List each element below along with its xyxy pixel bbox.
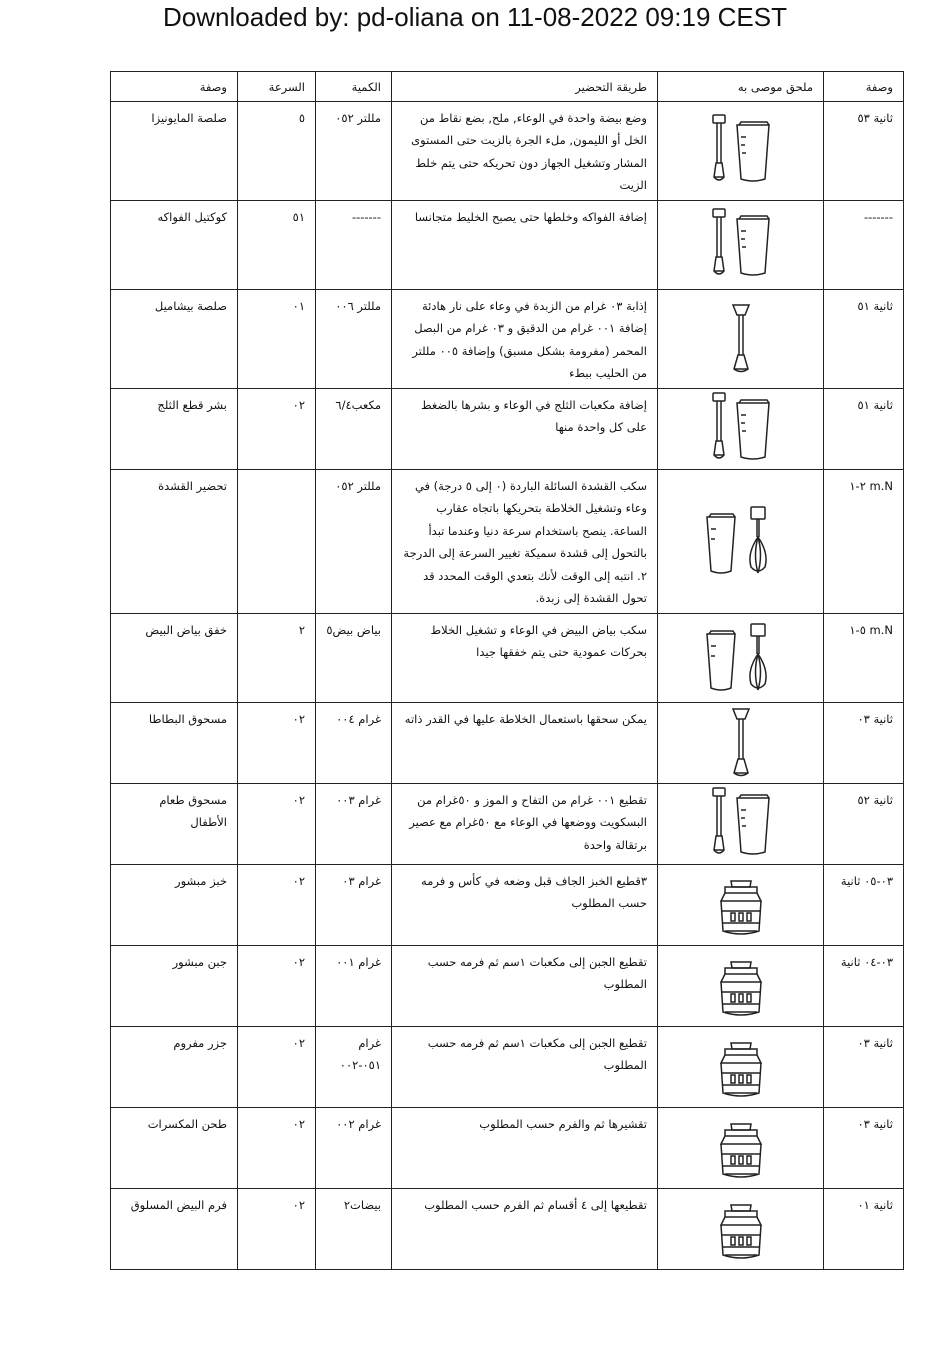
blender-beaker-icon: [660, 113, 821, 189]
cell-time: ثانية ٠١: [824, 1188, 904, 1269]
cell-time: m.N ٥-١: [824, 613, 904, 702]
cell-quantity: بياض بيض٥: [316, 613, 392, 702]
cell-quantity: غرام ٠٠٣: [316, 783, 392, 864]
recipe-table: [110, 71, 904, 1270]
whisk-beaker-icon: [660, 503, 821, 579]
header-quantity: الكمية: [316, 72, 392, 102]
cell-quantity: غرام ٠٠٤: [316, 702, 392, 783]
chopper-bowl-icon: [660, 948, 821, 1024]
cell-time: ثانية ٠٣: [824, 702, 904, 783]
cell-quantity: مللتر ٠٥٢: [316, 469, 392, 613]
cell-time: -------: [824, 200, 904, 289]
cell-recipe: مسحوق طعام الأطفال: [111, 783, 238, 864]
cell-speed: ٠٢: [238, 1107, 316, 1188]
cell-method: إضافة الفواكه وخلطها حتى يصبح الخليط متجانسا: [392, 200, 658, 289]
cell-speed: ٠٢: [238, 1026, 316, 1107]
cell-method: ٣قطيع الخبز الجاف قبل وضعه في كأس و فرمه حسب المطلوب: [392, 864, 658, 945]
cell-speed: ٠٢: [238, 1188, 316, 1269]
cell-speed: ٠٢: [238, 702, 316, 783]
chopper-bowl-icon: [660, 1191, 821, 1267]
cell-quantity: غرام ٠٣: [316, 864, 392, 945]
cell-time: ثانية ٥١: [824, 388, 904, 469]
cell-accessory: [658, 702, 824, 783]
cell-time: m.N ٢-١: [824, 469, 904, 613]
cell-recipe: جبن مبشور: [111, 945, 238, 1026]
cell-method: تقطيع الجبن إلى مكعبات ١سم ثم فرمه حسب المطلوب: [392, 945, 658, 1026]
cell-quantity: غرام ٠٥١-٠٠٢: [316, 1026, 392, 1107]
cell-accessory: [658, 1026, 824, 1107]
cell-accessory: [658, 388, 824, 469]
blender-wand-icon: [660, 705, 821, 781]
cell-accessory: [658, 864, 824, 945]
cell-accessory: [658, 289, 824, 388]
header-speed: السرعة: [238, 72, 316, 102]
blender-beaker-icon: [660, 786, 821, 862]
cell-method: تقطيع الجبن إلى مكعبات ١سم ثم فرمه حسب المطلوب: [392, 1026, 658, 1107]
cell-speed: ٢: [238, 613, 316, 702]
header-accessory: ملحق موصى به: [658, 72, 824, 102]
cell-method: يمكن سحقها باستعمال الخلاطة عليها في القدر ذاته: [392, 702, 658, 783]
cell-method: إذابة ٠٣ غرام من الزبدة في وعاء على نار هادئة إضافة ٠٠١ غرام من الدقيق و ٠٣ غرام من البصل المحمر (مفرومة بشكل مسبق) وإضافة ٠٠٥ مللتر من الحليب ببطء: [392, 289, 658, 388]
cell-method: وضع بيضة واحدة في الوعاء, ملح, بضع نقاط من الخل أو الليمون, ملء الجرة بالزيت حتى المستوى المشار وتشغيل الجهاز دون تحريكه حتى يتم خلط الزيت: [392, 101, 658, 200]
cell-recipe: كوكتيل الفواكه: [111, 200, 238, 289]
cell-recipe: صلصة المايونيزا: [111, 101, 238, 200]
cell-accessory: [658, 945, 824, 1026]
table-row: [111, 388, 904, 469]
cell-method: تقشيرها ثم والفرم حسب المطلوب: [392, 1107, 658, 1188]
table-row: [111, 1188, 904, 1269]
cell-recipe: بشر قطع الثلج: [111, 388, 238, 469]
cell-quantity: مللتر ٠٥٢: [316, 101, 392, 200]
header-time: وصفة: [824, 72, 904, 102]
cell-speed: [238, 469, 316, 613]
table-row: [111, 613, 904, 702]
cell-accessory: [658, 783, 824, 864]
table-row: [111, 864, 904, 945]
download-watermark-header: Downloaded by: pd-oliana on 11-08-2022 09:19 CEST: [163, 2, 787, 32]
table-row: [111, 469, 904, 613]
blender-beaker-icon: [660, 207, 821, 283]
cell-speed: ٥١: [238, 200, 316, 289]
cell-speed: ٠٢: [238, 864, 316, 945]
table-row: [111, 200, 904, 289]
table-row: [111, 101, 904, 200]
table-row: [111, 289, 904, 388]
cell-recipe: خبز مبشور: [111, 864, 238, 945]
header-method: طريقة التحضير: [392, 72, 658, 102]
chopper-bowl-icon: [660, 1110, 821, 1186]
cell-speed: ٠٢: [238, 783, 316, 864]
cell-quantity: غرام ٠٠٢: [316, 1107, 392, 1188]
cell-time: ثانية ٥٣: [824, 101, 904, 200]
cell-recipe: فرم البيض المسلوق: [111, 1188, 238, 1269]
cell-accessory: [658, 200, 824, 289]
cell-accessory: [658, 1107, 824, 1188]
cell-recipe: تحضير القشدة: [111, 469, 238, 613]
table-header-row: [111, 72, 904, 102]
cell-recipe: صلصة بيشاميل: [111, 289, 238, 388]
cell-quantity: غرام ٠٠١: [316, 945, 392, 1026]
table-row: [111, 702, 904, 783]
cell-accessory: [658, 613, 824, 702]
cell-method: تقطيع ٠٠١ غرام من التفاح و الموز و ٥٠غرام من البسكويت ووضعها في الوعاء مع ٥٠غرام مع عصير برتقالة واحدة: [392, 783, 658, 864]
whisk-beaker-icon: [660, 620, 821, 696]
blender-wand-icon: [660, 301, 821, 377]
cell-time: ٠٣-٠٥ ثانية: [824, 864, 904, 945]
chopper-bowl-icon: [660, 867, 821, 943]
cell-speed: ٥: [238, 101, 316, 200]
cell-quantity: مكعب٦/٤: [316, 388, 392, 469]
cell-recipe: طحن المكسرات: [111, 1107, 238, 1188]
cell-accessory: [658, 1188, 824, 1269]
cell-method: إضافة مكعبات الثلج في الوعاء و بشرها بالضغط على كل واحدة منها: [392, 388, 658, 469]
cell-recipe: جزر مفروم: [111, 1026, 238, 1107]
cell-speed: ٠٢: [238, 945, 316, 1026]
cell-time: ٠٣-٠٤ ثانية: [824, 945, 904, 1026]
table-row: [111, 1026, 904, 1107]
cell-recipe: خفق بياض البيض: [111, 613, 238, 702]
cell-speed: ٠٢: [238, 388, 316, 469]
cell-accessory: [658, 469, 824, 613]
cell-time: ثانية ٥٢: [824, 783, 904, 864]
cell-time: ثانية ٠٣: [824, 1026, 904, 1107]
cell-speed: ٠١: [238, 289, 316, 388]
cell-quantity: مللتر ٠٠٦: [316, 289, 392, 388]
cell-quantity: -------: [316, 200, 392, 289]
chopper-bowl-icon: [660, 1029, 821, 1105]
blender-beaker-icon: [660, 391, 821, 467]
table-body: [111, 101, 904, 1269]
cell-accessory: [658, 101, 824, 200]
cell-method: سكب بياض البيض في الوعاء و تشغيل الخلاط بحركات عمودية حتى يتم خفقها جيدا: [392, 613, 658, 702]
header-recipe: وصفة: [111, 72, 238, 102]
cell-time: ثانية ٥١: [824, 289, 904, 388]
table-row: [111, 945, 904, 1026]
cell-method: سكب القشدة السائلة الباردة (٠ إلى ٥ درجة) في وعاء وتشغيل الخلاطة بتحريكها باتجاه عقارب الساعة. ينصح باستخدام سرعة دنيا وعندما تبدأ بالتحول إلى قشدة سميكة تغيير السرعة إلى الدرجة ٢. انتبه إلى الوقت لأنك بتعدي الوقت المحدد قد تحول القشدة إلى زبدة.: [392, 469, 658, 613]
cell-method: تقطيعها إلى ٤ أقسام ثم الفرم حسب المطلوب: [392, 1188, 658, 1269]
cell-recipe: مسحوق البطاطا: [111, 702, 238, 783]
table-row: [111, 1107, 904, 1188]
table-row: [111, 783, 904, 864]
cell-time: ثانية ٠٣: [824, 1107, 904, 1188]
cell-quantity: بيضات٢: [316, 1188, 392, 1269]
